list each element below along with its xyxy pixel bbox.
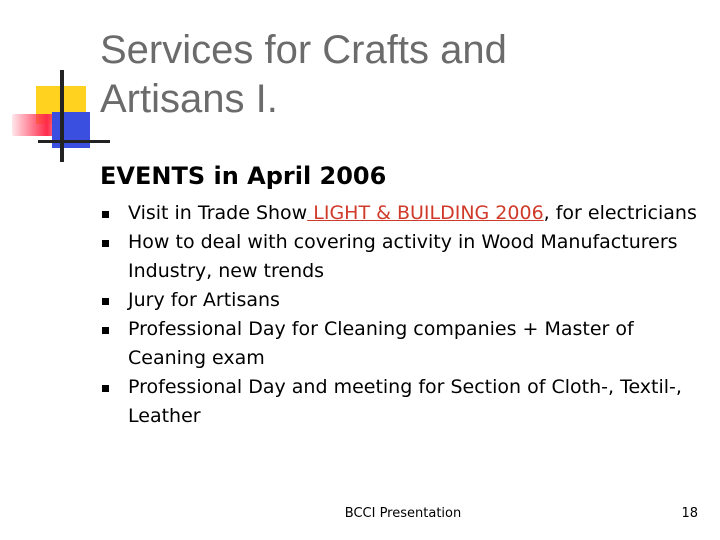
list-item: [100, 315, 700, 373]
list-item-text: Professional Day and meeting for Section of Cloth-, Textil-, Leather: [128, 376, 682, 427]
list-item-text: Jury for Artisans: [128, 289, 280, 311]
list-item-text: How to deal with covering activity in Wood Manufacturers Industry, new trends: [128, 231, 678, 282]
footer-page-number: 18: [681, 506, 698, 521]
list-item: [100, 286, 700, 315]
list-item: [100, 228, 700, 286]
square-bullet-icon: [102, 240, 109, 247]
decorative-logo: [0, 0, 110, 170]
square-bullet-icon: [102, 327, 109, 334]
list-item-text: Professional Day for Cleaning companies + Master of Ceaning exam: [128, 318, 634, 369]
logo-horizontal-line: [38, 140, 110, 143]
event-list: [100, 199, 700, 431]
slide-title-line-1: Services for Crafts and: [100, 28, 507, 72]
square-bullet-icon: [102, 298, 109, 305]
square-bullet-icon: [102, 211, 109, 218]
trade-show-link[interactable]: LIGHT & BUILDING 2006: [307, 202, 544, 224]
square-bullet-icon: [102, 385, 109, 392]
list-item: [100, 373, 700, 431]
footer-presentation-name: BCCI Presentation: [344, 506, 462, 521]
list-item-text-before-link: Visit in Trade Show: [128, 202, 308, 224]
slide-title-line-2: Artisans I.: [100, 77, 278, 121]
list-item: [100, 199, 700, 228]
logo-vertical-line: [60, 70, 64, 162]
section-subheading: EVENTS in April 2006: [100, 162, 387, 190]
list-item-text-after-link: , for electricians: [543, 202, 697, 224]
slide-title: [100, 26, 660, 124]
